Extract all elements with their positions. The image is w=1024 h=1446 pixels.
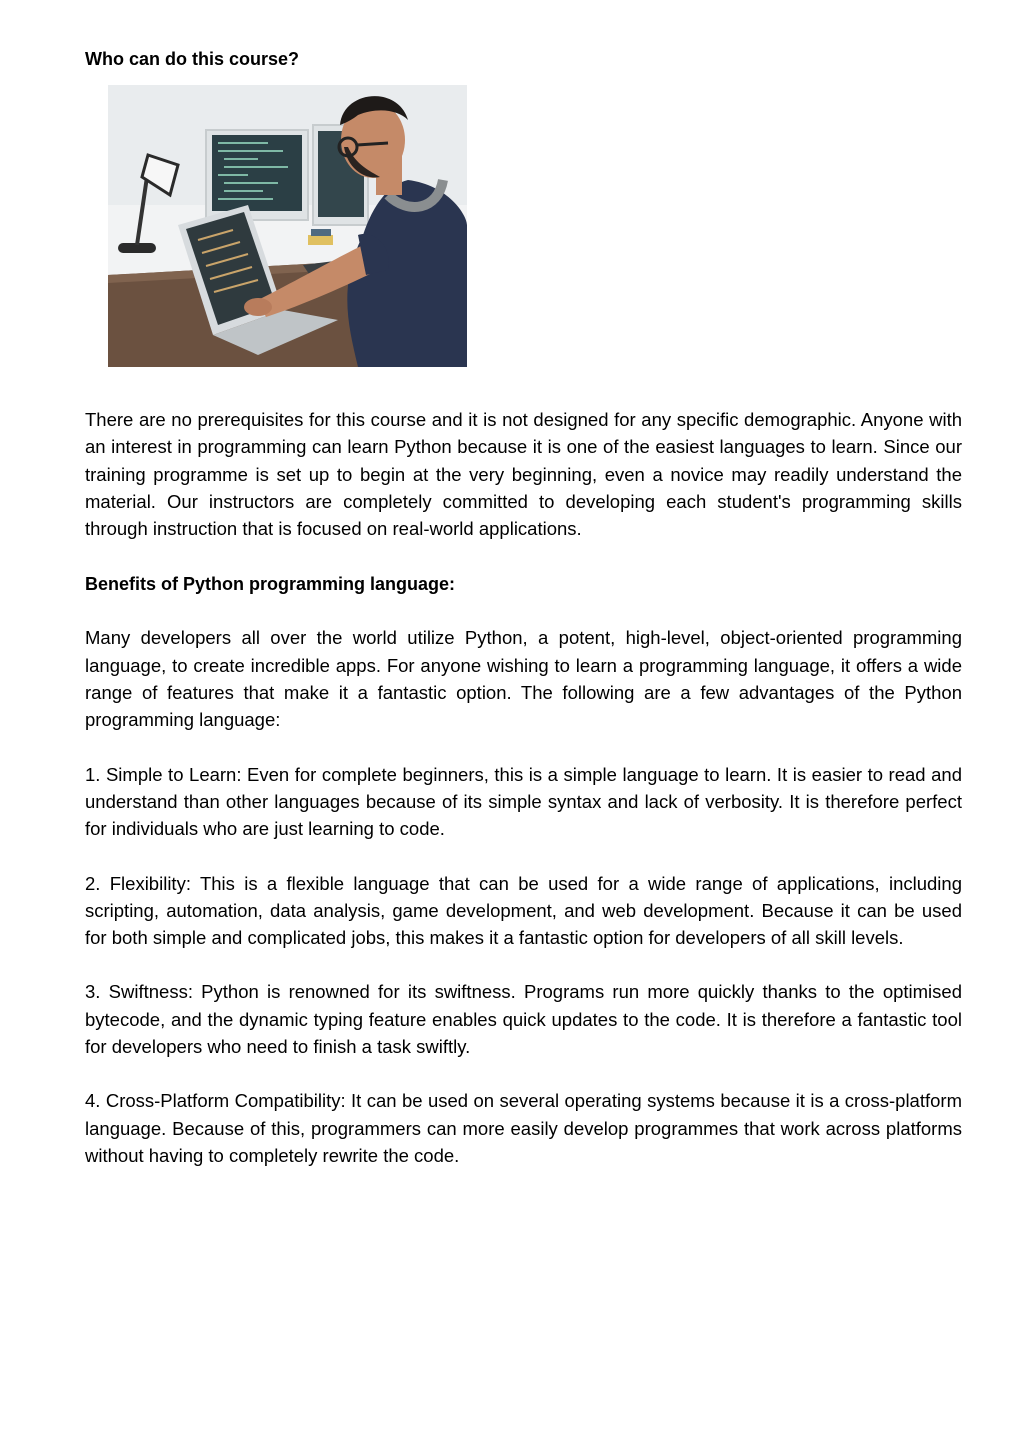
heading-who-can-do: Who can do this course? [85, 49, 300, 69]
photo-icon [108, 85, 467, 367]
paragraph-prerequisites: There are no prerequisites for this course and it is not designed for any specific demographic. Anyone with an interest in programming can learn Python because it is one of the easiest languages to learn. Since our training programme is set up to begin at the very beginning, even a novice may readily understand the material. Our instructors are completely committed to developing each student's programming skills through instruction that is focused on real-world applications. [85, 409, 962, 540]
paragraph-benefits-intro: Many developers all over the world utilize Python, a potent, high-level, object-oriented programming language, to create incredible apps. For anyone wishing to learn a programming language, it offers a wide range of features that make it a fantastic option. The following are a few advantages of the Python programming language: [85, 627, 962, 731]
list-item-flexibility: 2. Flexibility: This is a flexible language that can be used for a wide range of applications, including scripting, automation, data analysis, game development, and web development. Because it can be used for both simple and complicated jobs, this makes it a fantastic option for developers of all skill levels. [85, 872, 962, 949]
list-item-cross-platform: 4. Cross-Platform Compatibility: It can be used on several operating systems because it is a cross-platform language. Because of this, programmers can more easily develop programmes that work across platforms without having to completely rewrite the code. [85, 1090, 962, 1166]
heading-benefits: Benefits of Python programming language: [85, 574, 456, 595]
list-item-simple-to-learn: 1. Simple to Learn: Even for complete beginners, this is a simple language to learn. It is easier to read and understand than other languages because of its simple syntax and lack of verbosity. It is therefore perfect for individuals who are just learning to code. [85, 763, 962, 840]
list-item-swiftness: 3. Swiftness: Python is renowned for its swiftness. Programs run more quickly thanks to the optimised bytecode, and the dynamic typing feature enables quick updates to the code. It is therefore a fantastic tool for developers who need to finish a task swiftly. [85, 981, 962, 1058]
course-photo [108, 85, 467, 367]
document-page [85, 46, 962, 1169]
